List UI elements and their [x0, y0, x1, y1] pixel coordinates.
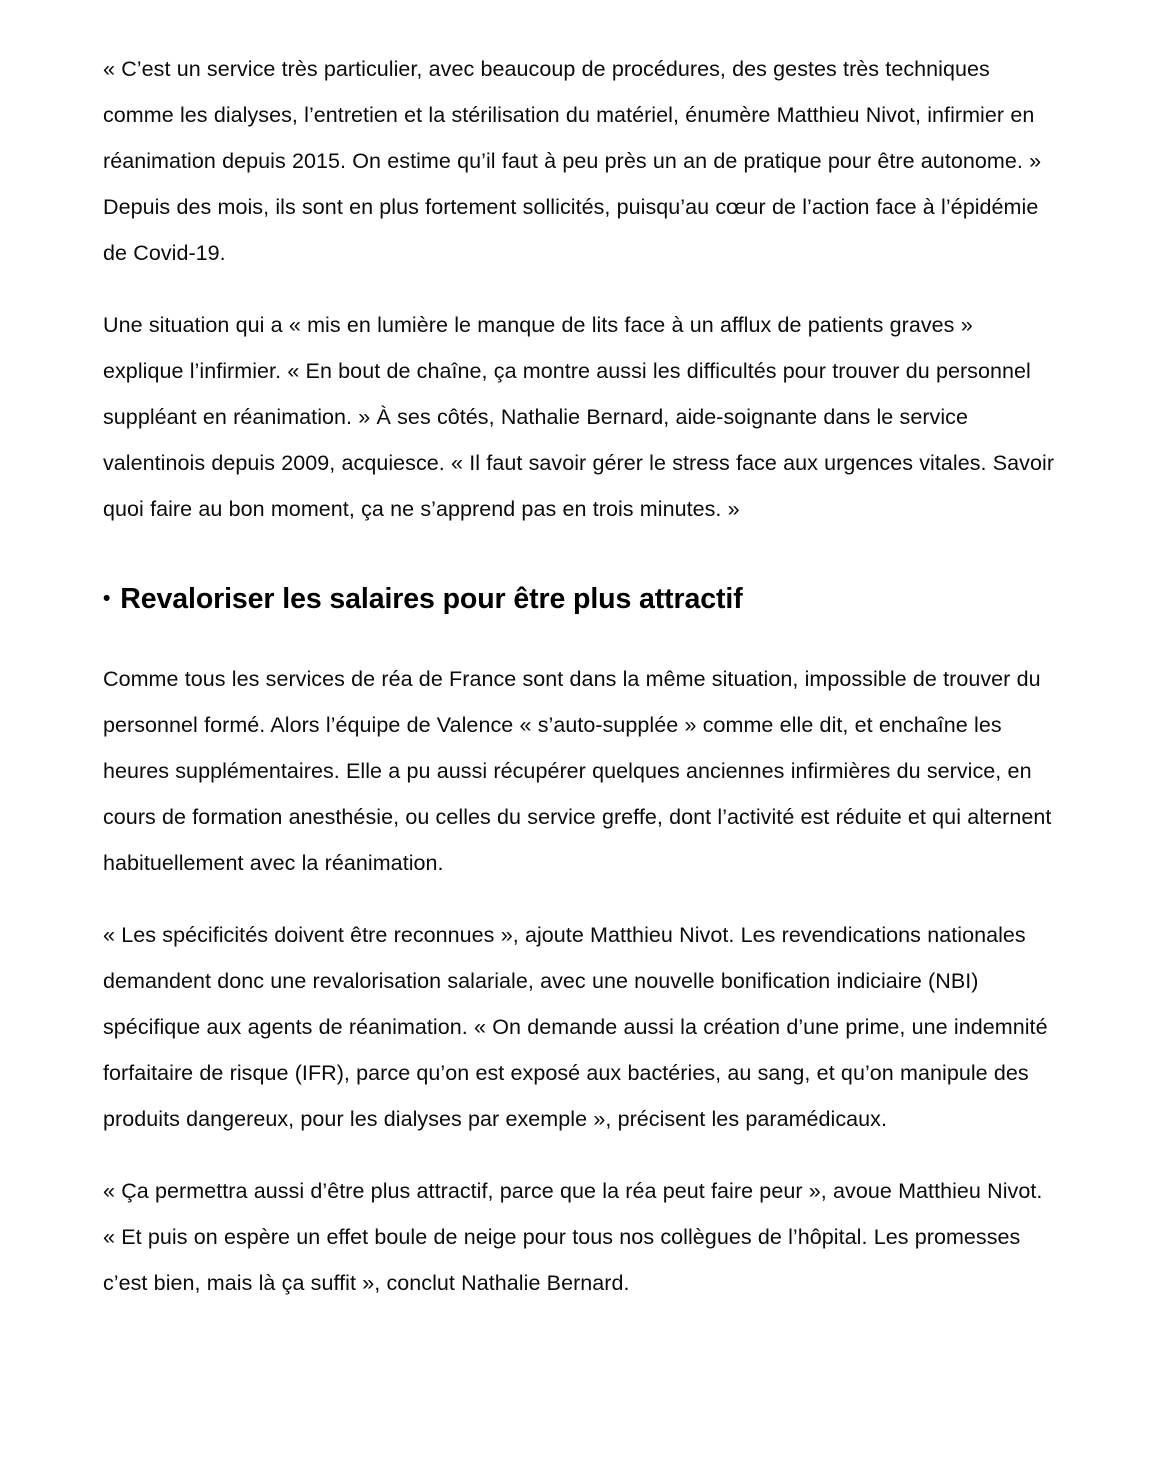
article-body: [103, 46, 1055, 1306]
bullet-icon: •: [103, 587, 111, 610]
article-paragraph-4: « Les spécificités doivent être reconnues », ajoute Matthieu Nivot. Les revendications nationales demandent donc une revalorisation salariale, avec une nouvelle bonification indiciaire (NBI) spécifique aux agents de réanimation. « On demande aussi la création d’une prime, une indemnité forfaitaire de risque (IFR), parce qu’on est exposé aux bactéries, au sang, et qu’on manipule des produits dangereux, pour les dialyses par exemple », précisent les paramédicaux.: [103, 923, 1048, 1131]
section-subheading-text: Revaloriser les salaires pour être plus attractif: [120, 583, 743, 615]
article-paragraph-1: « C’est un service très particulier, avec beaucoup de procédures, des gestes très techniques comme les dialyses, l’entretien et la stérilisation du matériel, énumère Matthieu Nivot, infirmier en réanimation depuis 2015. On estime qu’il faut à peu près un an de pratique pour être autonome. » Depuis des mois, ils sont en plus fortement sollicités, puisqu’au cœur de l’action face à l’épidémie de Covid-19.: [103, 57, 1042, 265]
article-paragraph-2: Une situation qui a « mis en lumière le manque de lits face à un afflux de patients graves » explique l’infirmier. « En bout de chaîne, ça montre aussi les difficultés pour trouver du personnel suppléant en réanimation. » À ses côtés, Nathalie Bernard, aide-soignante dans le service valentinois depuis 2009, acquiesce. « Il faut savoir gérer le stress face aux urgences vitales. Savoir quoi faire au bon moment, ça ne s’apprend pas en trois minutes. »: [103, 313, 1055, 521]
article-paragraph-5: « Ça permettra aussi d’être plus attractif, parce que la réa peut faire peur », avoue Matthieu Nivot. « Et puis on espère un effet boule de neige pour tous nos collègues de l’hôpital. Les promesses c’est bien, mais là ça suffit », conclut Nathalie Bernard.: [103, 1179, 1043, 1295]
article-paragraph-3: Comme tous les services de réa de France sont dans la même situation, impossible de trouver du personnel formé. Alors l’équipe de Valence « s’auto-supplée » comme elle dit, et enchaîne les heures supplémentaires. Elle a pu aussi récupérer quelques anciennes infirmières du service, en cours de formation anesthésie, ou celles du service greffe, dont l’activité est réduite et qui alternent habituellement avec la réanimation.: [103, 667, 1052, 875]
section-subheading: [103, 580, 1055, 618]
